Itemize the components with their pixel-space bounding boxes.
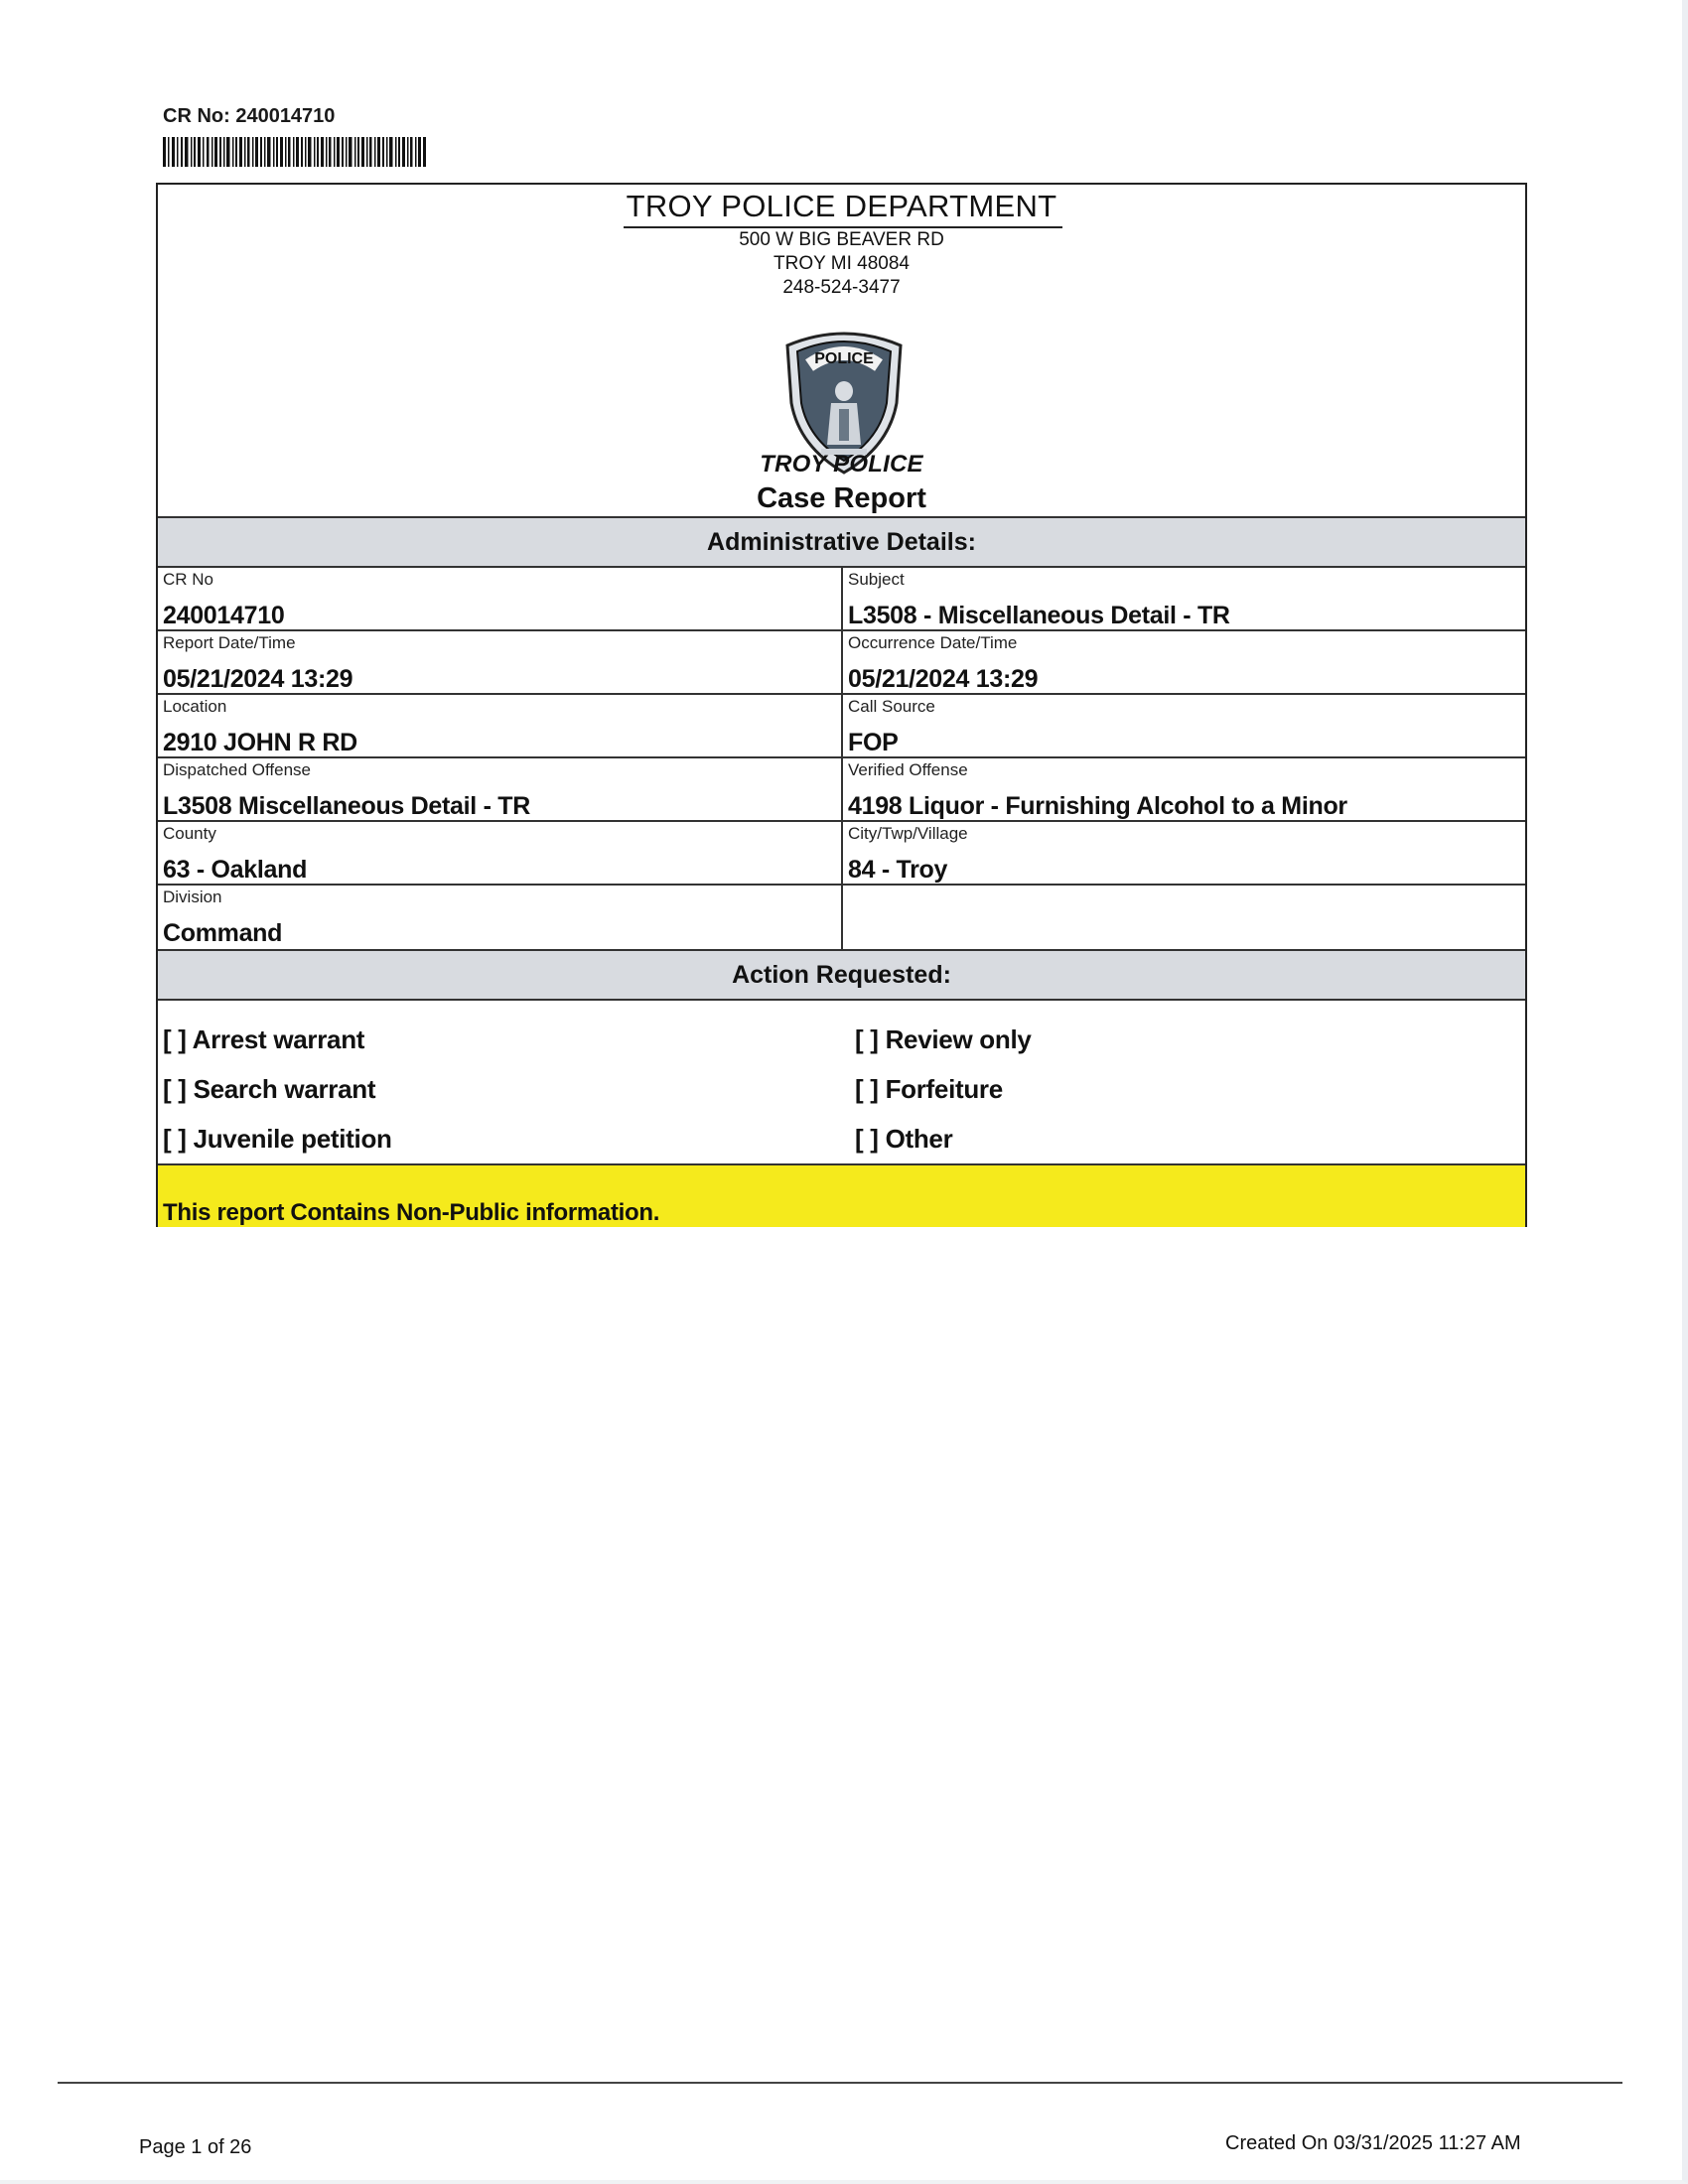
field-label: Dispatched Offense: [163, 760, 311, 779]
action-item-review-only: [ ] Review only: [855, 1024, 1032, 1054]
badge-text: POLICE: [814, 350, 874, 367]
field-label: Call Source: [848, 697, 935, 716]
field-empty: [843, 886, 1525, 949]
field-label: County: [163, 824, 216, 843]
field-value: 240014710: [163, 602, 285, 629]
phone-number: 248-524-3477: [782, 277, 901, 298]
address-line-1: 500 W BIG BEAVER RD: [739, 229, 944, 250]
field-label: Location: [163, 697, 227, 716]
barcode-icon: [163, 137, 427, 167]
field-location: [158, 695, 843, 758]
cr-number-header: CR No: 240014710: [163, 105, 336, 127]
field-value: FOP: [848, 729, 899, 756]
field-subject: [843, 568, 1525, 631]
field-label: Occurrence Date/Time: [848, 633, 1018, 652]
field-value: L3508 Miscellaneous Detail - TR: [163, 792, 530, 820]
admin-details-heading: Administrative Details:: [158, 516, 1525, 568]
field-value: L3508 - Miscellaneous Detail - TR: [848, 602, 1230, 629]
created-timestamp: Created On 03/31/2025 11:27 AM: [1225, 2132, 1521, 2154]
field-value: 2910 JOHN R RD: [163, 729, 357, 756]
field-value: 4198 Liquor - Furnishing Alcohol to a Minor: [848, 792, 1347, 820]
case-report-form: [156, 183, 1527, 1227]
action-requested-heading: Action Requested:: [158, 949, 1525, 1001]
address-line-2: TROY MI 48084: [774, 253, 910, 274]
page-number: Page 1 of 26: [139, 2136, 252, 2158]
footer-divider: [58, 2082, 1622, 2084]
field-cr-no: [158, 568, 843, 631]
field-occurrence-datetime: [843, 631, 1525, 695]
field-dispatched-offense: [158, 758, 843, 822]
field-division: [158, 886, 843, 949]
report-header: [158, 185, 1525, 516]
field-city-twp-village: [843, 822, 1525, 886]
action-item-forfeiture: [ ] Forfeiture: [855, 1074, 1003, 1104]
report-title: Case Report: [757, 482, 926, 514]
field-label: City/Twp/Village: [848, 824, 968, 843]
field-value: 63 - Oakland: [163, 856, 308, 884]
action-item-other: [ ] Other: [855, 1124, 953, 1154]
field-value: 84 - Troy: [848, 856, 948, 884]
action-item-search-warrant: [ ] Search warrant: [163, 1074, 376, 1104]
field-call-source: [843, 695, 1525, 758]
field-verified-offense: [843, 758, 1525, 822]
field-label: CR No: [163, 570, 214, 589]
field-value: Command: [163, 919, 283, 947]
field-label: Report Date/Time: [163, 633, 296, 652]
department-name: TROY POLICE DEPARTMENT: [626, 189, 1057, 223]
notice-text: This report Contains Non-Public information.: [163, 1199, 660, 1226]
field-value: 05/21/2024 13:29: [163, 665, 353, 693]
non-public-notice: [158, 1163, 1525, 1227]
field-label: Verified Offense: [848, 760, 968, 779]
action-item-juvenile-petition: [ ] Juvenile petition: [163, 1124, 392, 1154]
field-label: Division: [163, 887, 222, 906]
logo-wordmark: TROY POLICE: [760, 451, 923, 478]
field-value: 05/21/2024 13:29: [848, 665, 1039, 693]
field-label: Subject: [848, 570, 905, 589]
field-county: [158, 822, 843, 886]
field-report-datetime: [158, 631, 843, 695]
action-item-arrest-warrant: [ ] Arrest warrant: [163, 1024, 365, 1054]
